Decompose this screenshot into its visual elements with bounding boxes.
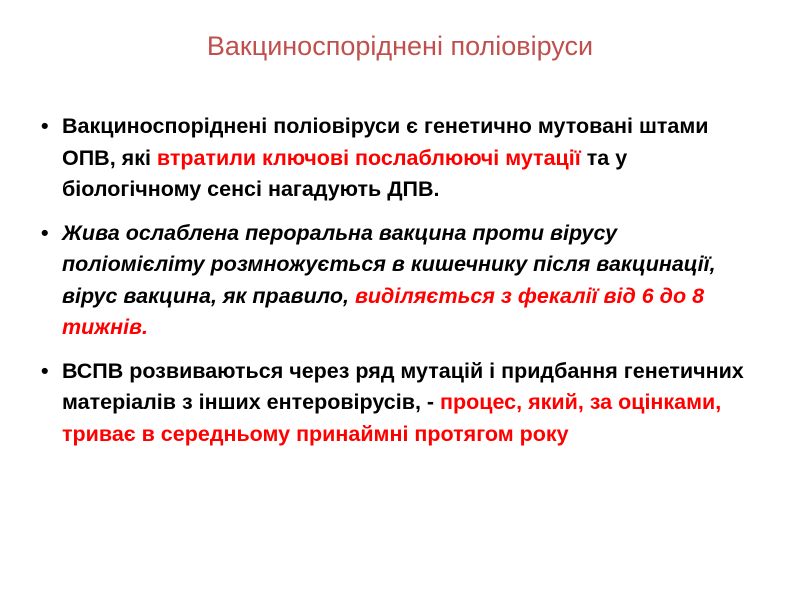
bullet-1-highlight: втратили ключові послаблюючі мутації — [156, 145, 581, 170]
bullet-marker-icon: • — [41, 358, 49, 383]
bullet-1-text: Вакциноспоріднені поліовіруси є генетично мутовані штами ОПВ, які — [62, 114, 709, 170]
bullet-item-2 — [40, 218, 760, 344]
bullet-2-highlight: виділяється з фекалії від 6 до 8 тижнів. — [62, 283, 705, 339]
bullet-list — [40, 111, 760, 462]
bullet-2-text: Жива ослаблена пероральна вакцина проти вірусу поліомієліту розмножується в кишечнику після вакцинації, вірус вакцина, як правило, — [62, 220, 716, 308]
bullet-marker-icon: • — [41, 220, 49, 245]
slide-title: Вакциноспоріднені поліовіруси — [206, 31, 594, 61]
bullet-marker-icon: • — [41, 114, 49, 138]
bullet-1-text-end: та у біологічному сенсі нагадують ДПВ. — [62, 145, 628, 201]
bullet-3-text: ВСПВ розвиваються через ряд мутацій і придбання генетичних матеріалів з інших ентеровірусів, ‑ — [62, 358, 744, 414]
bullet-item-1 — [40, 111, 760, 206]
bullet-3-highlight: процес, який, за оцінками, триває в середньому принаймні протягом року — [62, 390, 722, 446]
bullet-item-3 — [40, 356, 760, 451]
